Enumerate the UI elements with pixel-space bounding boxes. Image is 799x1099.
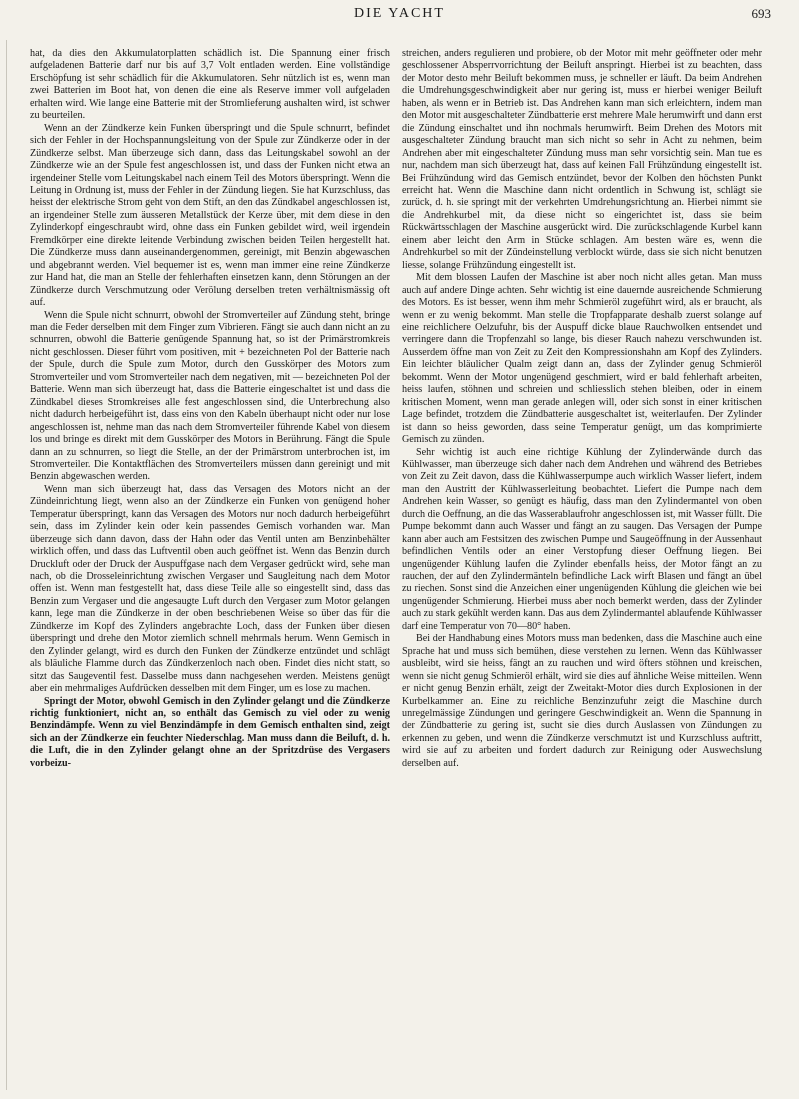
page-number: 693	[751, 6, 771, 21]
paragraph: Wenn an der Zündkerze kein Funken überspringt und die Spule schnurrt, befindet sich der Fehler in der Hochspannungsleitung von der Spule zur Zündkerze oder in der Zündkerze selbst. Man überzeuge sich dann, dass das Leitungskabel sowohl an der Zündkerze wie an der Spule fest angeschlossen ist, und dass der Funken nicht etwa an irgendeiner Stelle vom Leitungskabel nach einem Teil des Motors überspringt. Wenn die Leitung in Ordnung ist, muss der Fehler in der Zündung liegen. Sie hat Kurzschluss, das heisst der elektrische Strom geht von dem Stift, an den das Zündkabel angeschlossen ist, an irgendeiner Stelle zum äusseren Metallstück der Kerze über, mit dem diese in den Zylinderkopf eingeschraubt wird, ohne dass ein Funken gebildet wird, weil irgendein Fremdkörper eine direkte leitende Verbindung zwischen beiden Teilen hergestellt hat. Die Zündkerze muss dann auseinandergenommen, gereinigt, mit Benzin abgewaschen und abgebrannt werden. Viel bequemer ist es, wenn man immer eine reine Zündkerze zur Hand hat, die man an Stelle der fehlerhaften einsetzen kann, denn Störungen an der Zündkerze durch Verschmutzung oder Verölung derselben treten verhältnismässig oft auf.	[30, 122, 390, 309]
paragraph: Bei der Handhabung eines Motors muss man bedenken, dass die Maschine auch eine Sprache hat und muss sich bemühen, diese verstehen zu lernen. Wenn das Kühlwasser ausbleibt, wird sie heiss, fängt an zu rauchen und wird öfters stöhnen und kreischen, wenn sie nicht genug Schmieröl erhält, wird sie dies auf ähnliche Weise mitteilen. Wenn er nicht genug Benzin erhält, zeigt der Zweitakt-Motor dies durch Explosionen in der Kurbelkammer an. Eine zu reichliche Benzinzufuhr zeigt die Maschine durch unregelmässige Zündungen und geringere Geschwindigkeit an. Wenn die Spannung in der Zündbatterie zu gering ist, sucht sie dies durch Auslassen von Zündungen zu erkennen zu geben, und wenn die Zündkerze verschmutzt ist und Kurzschluss auftritt, wird sie auf zu arbeiten und fordert dadurch zur Reinigung oder Auswechslung derselben auf.	[402, 633, 762, 769]
paragraph: streichen, anders regulieren und probiere, ob der Motor mit mehr geöffneter oder mehr geschlossener Absperrvorrichtung der Beiluft anspringt. Hierbei ist zu beachten, dass der Motor desto mehr Beiluft bekommen muss, je schneller er läuft. Da beim Andrehen die Umdrehungsgeschwindigkeit aber nur gering ist, muss er hierbei weniger Beiluft haben, als wenn er in Betrieb ist. Das Andrehen kann man sich erleichtern, indem man den Motor mit ausgeschalteter Zündbatterie erst mehrere Male herumwirft und dann erst die Zündung einschaltet und ihn nochmals herumwirft. Beim Drehen des Motors mit ausgeschalteter Zündung braucht man sich nicht so sehr in Acht zu nehmen, beim Andrehen aber mit eingeschalteter Zündung muss man sehr vorsichtig sein. Man tue es nur, nachdem man sich überzeugt hat, dass auf keinen Fall Frühzündung eingestellt ist. Bei Frühzündung wird das Gemisch entzündet, bevor der Kolben den höchsten Punkt erreicht hat. Wenn die Maschine dann nicht ordentlich in Schwung ist, schlägt sie zurück, d. h. sie springt mit der verkehrten Umdrehungsrichtung an. Hierbei nimmt sie die Andrehkurbel mit, da diese nicht so eingerichtet ist, dass sie beim Rückwärtsschlagen der Maschine ausgerückt wird. Die zurückschlagende Kurbel kann einem aber leicht den Arm in Stücke schlagen. Am besten wäre es, wenn die Andrehkurbel so mit der Zündeinstellung verblockt würde, dass sie sich nicht benutzen liesse, solange Frühzündung eingestellt ist.	[402, 48, 762, 271]
page-header	[0, 0, 799, 30]
page-edge-rule	[6, 40, 7, 1090]
right-column	[402, 48, 762, 1088]
paragraph: Springt der Motor, obwohl Gemisch in den Zylinder gelangt und die Zündkerze richtig funktioniert, nicht an, so enthält das Gemisch zu viel oder zu wenig Benzindämpfe. Wenn zu viel Benzindämpfe in dem Gemisch enthalten sind, zeigt sich an der Zündkerze ein feuchter Niederschlag. Man muss dann die Beiluft, d. h. die Luft, die in den Zylinder gelangt ohne an der Spritzdrüse des Vergasers vorbeizu-	[30, 695, 390, 769]
left-column	[30, 48, 390, 1088]
paragraph: Mit dem blossen Laufen der Maschine ist aber noch nicht alles getan. Man muss auch auf andere Dinge achten. Sehr wichtig ist eine dauernde ausreichende Schmierung des Motors. Es ist besser, wenn ihm mehr Schmieröl zugeführt wird, als er braucht, als wenn er zu wenig bekommt. Man stelle die Tropfapparate deshalb zuerst solange auf eine reichlichere Oelzufuhr, bis der Auspuff dicke blaue Rauchwolken entsendet und verringere dann die Tropfenzahl so lange, bis dieser Rauch nahezu verschwunden ist. Ausserdem öffne man von Zeit zu Zeit den Kompressionshahn am Kopf des Zylinders. Ein leichter bläulicher Qualm zeigt dann an, dass der Zylinder genug Schmieröl bekommt. Wenn der Motor ungenügend geschmiert, wird er bald fehlerhaft arbeiten, heiss laufen, stöhnen und schreien und schliesslich stehen bleiben, oder in einem kritischen Moment, wenn man gerade anlegen will, oder sich sonst in einer kritischen Lage befindet, trotzdem die Zündbatterie ausgeschaltet ist, weiterlaufen. Der Zylinder ist dann so heiss geworden, dass seine Temperatur genügt, um das komprimierte Gemisch zu zünden.	[402, 272, 762, 446]
paragraph: Wenn man sich überzeugt hat, dass das Versagen des Motors nicht an der Zündeinrichtung liegt, wenn also an der Zündkerze ein Funken von genügend hoher Temperatur überspringt, kann das Versagen des Motors nur noch dadurch herbeigeführt sein, dass im Zylinder kein oder kein passendes Gemisch vorhanden war. Man überzeuge sich dann davon, dass der Hahn oder das Ventil unten am Benzinbehälter wirklich offen, und dass das Luftventil oben auch geöffnet ist. Wenn das Benzin durch Druckluft oder der Druck der Auspuffgase nach dem Vergaser gedrückt wird, sehe man nach, ob die Drosseleinrichtung zwischen Vergaser und Saugleitung nach dem Motor offen ist. Wenn man festgestellt hat, dass diese Teile alle so eingestellt sind, dass das Benzin zum Vergaser und die angesaugte Luft durch den Vergaser zum Motor gelangen kann, lege man die Zündkerze in der oben beschriebenen Weise so über das für die Zündkerze im Kopf des Zylinders angebrachte Loch, dass der Funken über diesen überspringt und drehe den Motor ziemlich schnell mehrmals herum. Wenn Gemisch in den Zylinder gelangt, wird es durch den Funken der Zündkerze entzündet und schlägt als bläuliche Flamme durch das Zündkerzenloch nach oben. Findet dies nicht statt, so sitzt das Saugeventil fest. Dasselbe muss dann nachgesehen werden. Meistens genügt aber ein mehrmaliges Aufdrücken desselben mit dem Finger, um es lose zu machen.	[30, 483, 390, 695]
paragraph: hat, da dies den Akkumulatorplatten schädlich ist. Die Spannung einer frisch aufgeladenen Batterie darf nur bis auf 3,7 Volt entladen werden. Eine vollständige Erschöpfung ist sehr schädlich für die Akkumulatoren. Sehr nützlich ist es, wenn man zwei Batterien im Boot hat, von denen die eine als Reserve immer voll aufgeladen erhalten wird. Wie lange eine Batterie mit der Stromlieferung aushalten wird, ist schwer zu beurteilen.	[30, 48, 390, 122]
paragraph: Sehr wichtig ist auch eine richtige Kühlung der Zylinderwände durch das Kühlwasser, man überzeuge sich daher nach dem Andrehen und während des Betriebes von Zeit zu Zeit davon, dass die Kühlwasserpumpe auch wirklich Wasser liefert, indem man den Austritt der Kühlwasserleitung beobachtet. Liefert die Pumpe nach dem Andrehen kein Wasser, so genügt es häufig, dass man den Zylindermantel von oben durch die Oeffnung, an die das Wasserablaufrohr angeschlossen ist, mit Wasser füllt. Die Pumpe bekommt dann auch Wasser und fängt an zu saugen. Das Versagen der Pumpe kann aber auch am Festsitzen des zwischen Pumpe und Saugeöffnung in der Aussenhaut befindlichen Ventils oder an einer Verstopfung dieser Oeffnung liegen. Bei ungenügender Kühlung laufen die Zylinder ebenfalls heiss, der Motor fängt an zu rauchen, der auf den Zylindermänteln befindliche Lack wirft Blasen und fängt an übel zu riechen. Sonst sind die Anzeichen einer ungenügenden Kühlung die gleichen wie bei ungenügender Schmierung. Hierbei muss aber noch bemerkt werden, dass der Zylinder auch zu stark gekühlt werden kann. Das aus dem Zylindermantel ablaufende Kühlwasser darf eine Temperatur von 70—80° haben.	[402, 446, 762, 632]
running-title: DIE YACHT	[354, 6, 445, 21]
paragraph: Wenn die Spule nicht schnurrt, obwohl der Stromverteiler auf Zündung steht, bringe man die Feder derselben mit dem Finger zum Vibrieren. Fängt sie auch dann nicht an zu schnurren, obwohl die Batterie genügende Spannung hat, so ist der Primärstromkreis nicht geschlossen. Dieser führt vom positiven, mit + bezeichneten Pol der Batterie nach der Spule, durch die Spule zum Motor, durch den Gusskörper des Motors zum Stromverteiler und vom Stromverteiler nach dem negativen, mit — bezeichneten Pol der Batterie. Wenn man sich überzeugt hat, dass die Batterie eingeschaltet ist und dass die Zündkabel dieses Stromkreises alle fest angeschlossen sind, die Unterbrechung also nicht dadurch herbeigeführt ist, dass eins von den Kabeln überhaupt nicht oder nur lose angeschlossen ist, nehme man das nach dem Stromverteiler führende Kabel von diesem los und bringe es direkt mit dem Gusskörper des Motors in Berührung. Fängt die Spule dann an zu schnurren, so liegt die Stelle, an der der Primärstrom unterbrochen ist, im Stromverteiler. Die Kontaktflächen des Stromverteilers müssen dann gereinigt und mit Benzin abgewaschen werden.	[30, 309, 390, 483]
